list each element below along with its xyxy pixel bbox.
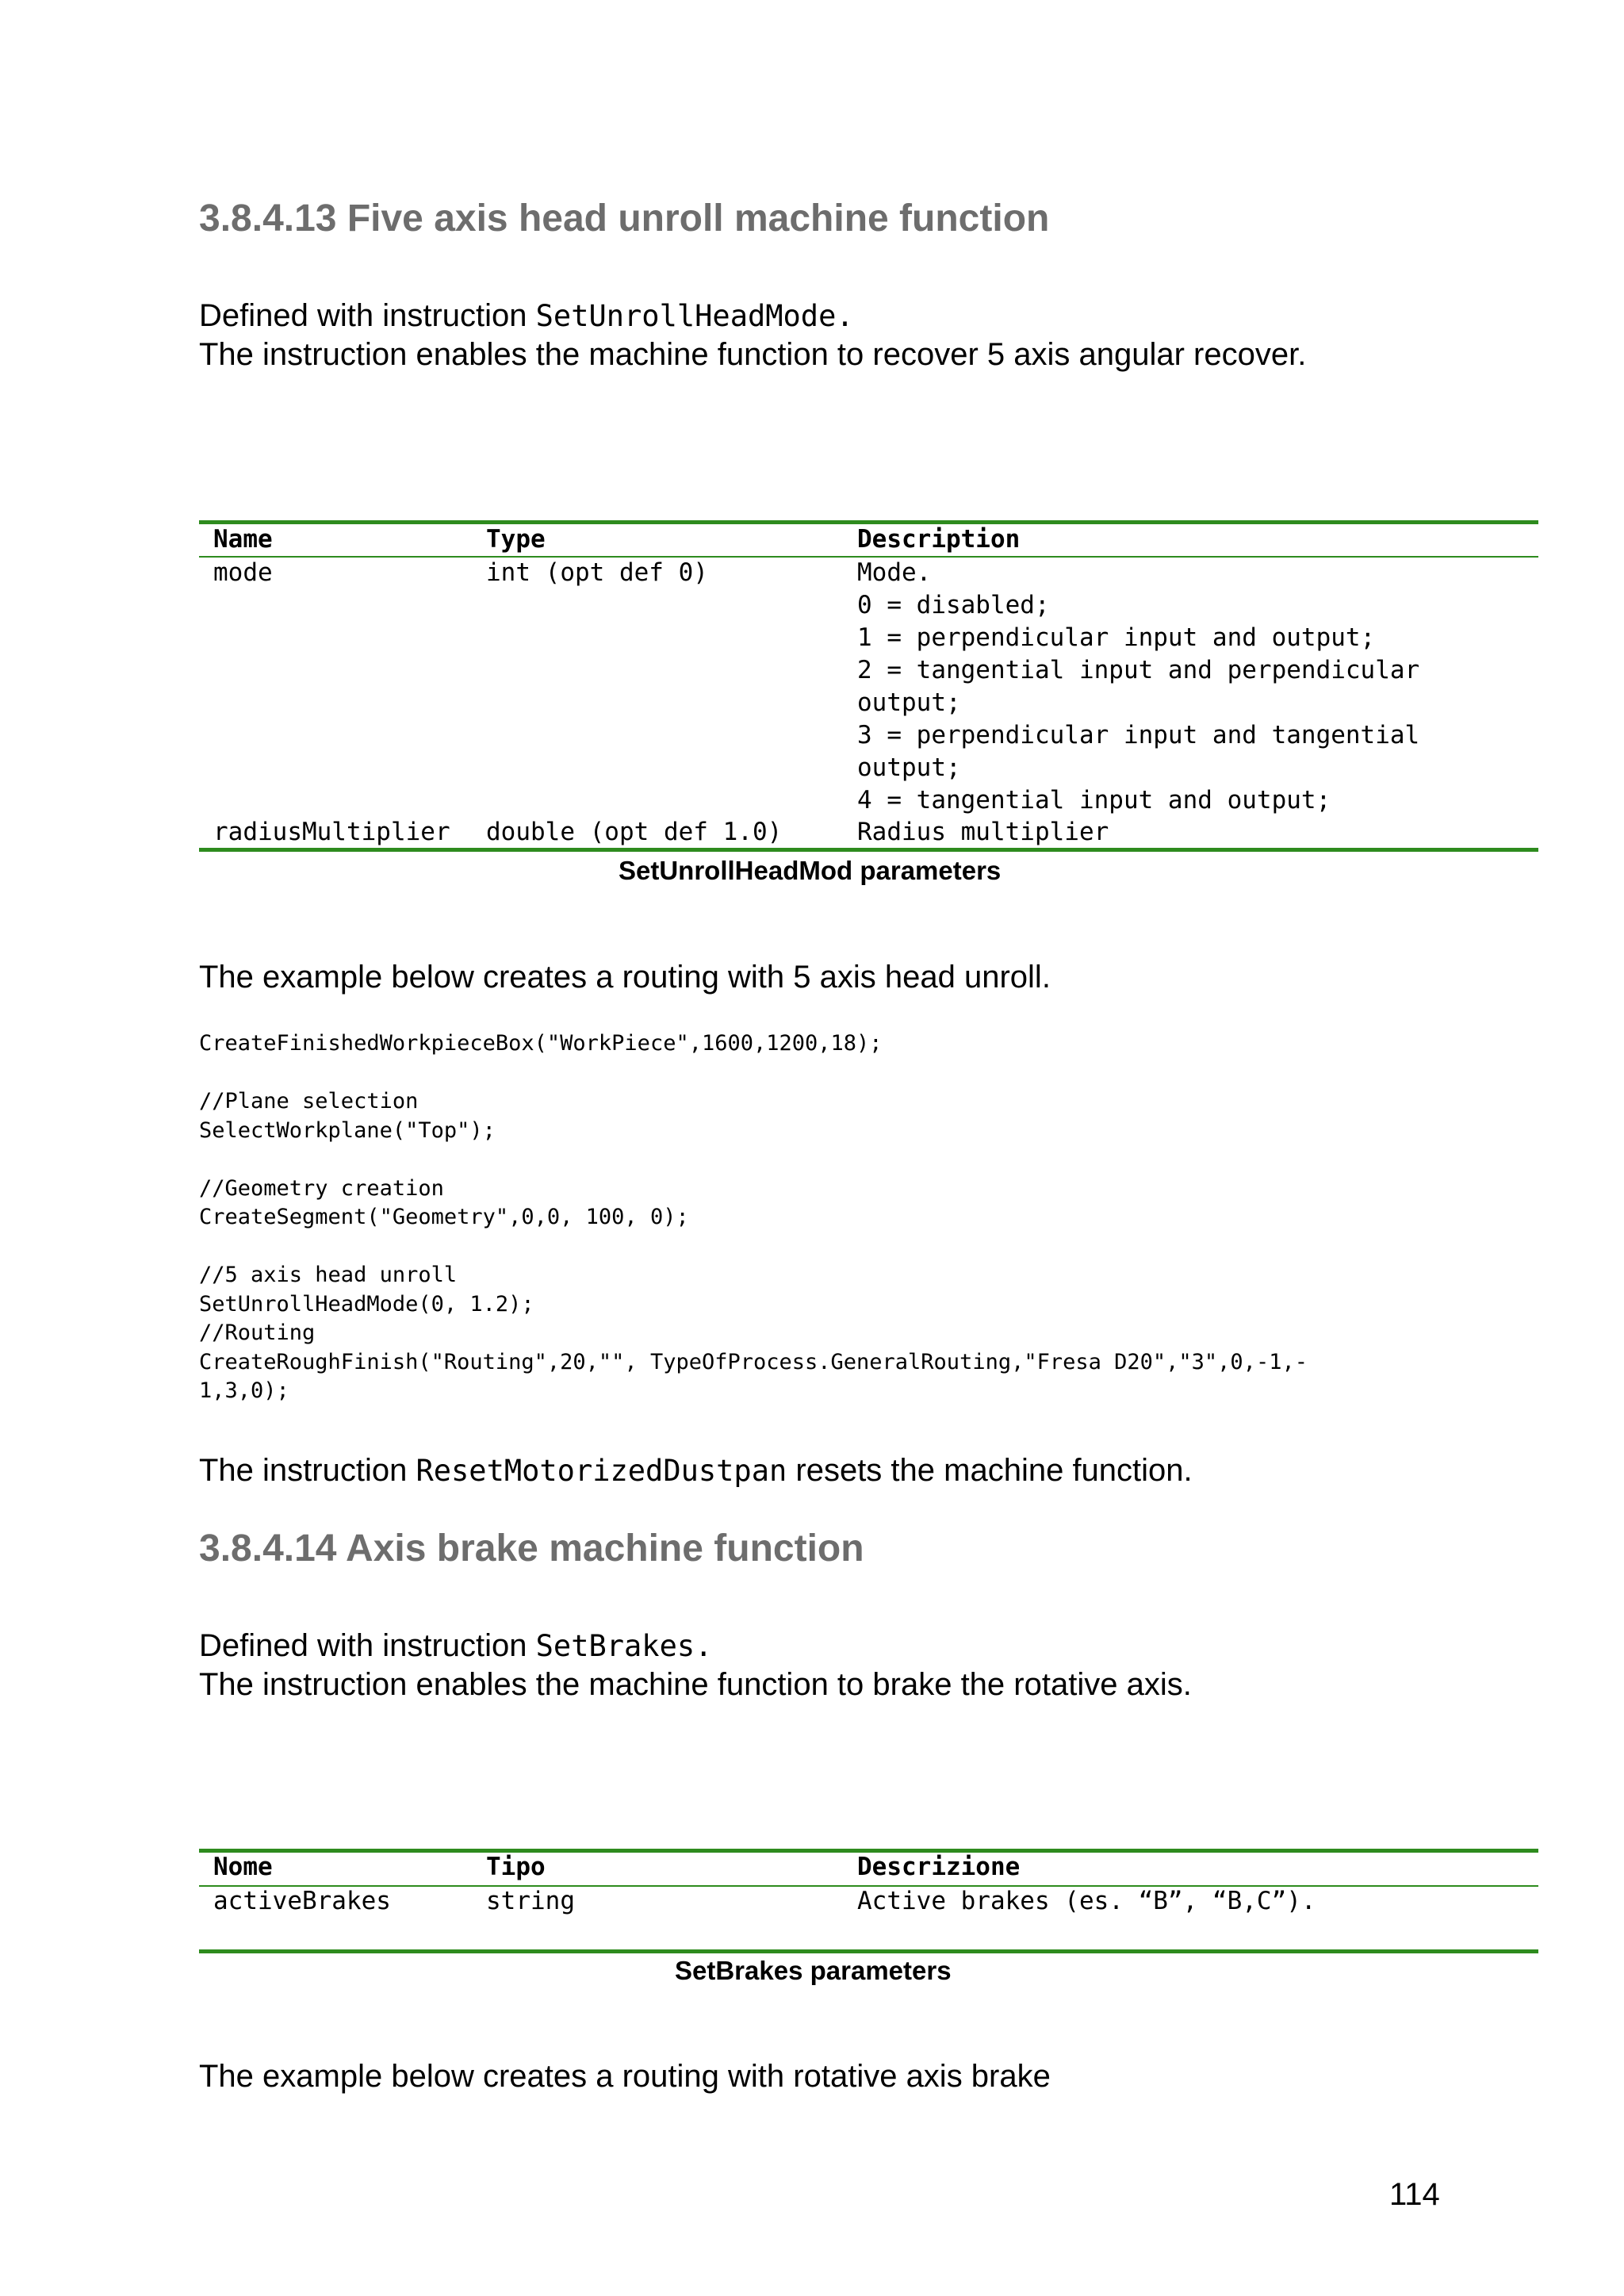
column-header-description: Descrizione [857,1853,1021,1881]
column-header-type: Tipo [486,1853,546,1881]
section-heading: 3.8.4.13 Five axis head unroll machine function [199,197,1050,240]
table-bottom-rule [199,1949,1538,1953]
param-name: radiusMultiplier [213,818,450,846]
param-description-line: Radius multiplier [857,818,1109,846]
defined-with-paragraph [199,297,854,335]
code-line: //5 axis head unroll [199,1263,458,1287]
section-heading: 3.8.4.14 Axis brake machine function [199,1527,864,1570]
param-description-line: 3 = perpendicular input and tangential [857,721,1420,749]
param-description-line: 4 = tangential input and output; [857,786,1331,815]
reset-instruction-code: ResetMotorizedDustpan [416,1454,787,1488]
reset-text: The instruction [199,1453,416,1488]
code-line: SetUnrollHeadMode(0, 1.2); [199,1291,534,1317]
instruction-code: SetUnrollHeadMode. [535,299,854,333]
page-number: 114 [1389,2177,1440,2212]
code-line: //Geometry creation [199,1175,444,1201]
param-type: double (opt def 1.0) [486,818,783,846]
code-line [199,1059,1308,1088]
example-intro: The example below creates a routing with rotative axis brake [199,2059,1051,2094]
reset-text: resets the machine function. [787,1453,1193,1488]
instruction-code: SetBrakes. [535,1629,713,1663]
defined-with-text: Defined with instruction [199,1628,536,1663]
instruction-description: The instruction enables the machine function to recover 5 axis angular recover. [199,337,1307,372]
code-line: CreateFinishedWorkpieceBox("WorkPiece",1600,1200,18); [199,1031,883,1056]
code-line: 1,3,0); [199,1378,289,1403]
defined-with-paragraph [199,1627,712,1665]
table-bottom-rule [199,848,1538,852]
code-line [199,1145,1308,1175]
param-description-line: 1 = perpendicular input and output; [857,623,1376,652]
code-line [199,1232,1308,1262]
example-intro: The example below creates a routing with 5 axis head unroll. [199,960,1051,995]
code-line: //Routing [199,1320,316,1345]
table-caption: SetUnrollHeadMod parameters [619,856,1002,885]
code-line: SelectWorkplane("Top"); [199,1117,496,1143]
param-description-line: Active brakes (es. “B”, “B,C”). [857,1887,1316,1915]
column-header-name: Name [213,525,273,554]
example-code-block [199,1029,1308,1406]
column-header-type: Type [486,525,546,554]
param-description-line: output; [857,688,961,717]
param-name: mode [213,558,273,587]
reset-paragraph [199,1451,1193,1490]
code-line: CreateSegment("Geometry",0,0, 100, 0); [199,1205,689,1229]
defined-with-text: Defined with instruction [199,298,536,333]
code-line: //Plane selection [199,1089,419,1114]
param-description-line: output; [857,753,961,782]
column-header-description: Description [857,525,1021,554]
param-name: activeBrakes [213,1887,391,1915]
table-caption: SetBrakes parameters [675,1956,952,1985]
code-line: CreateRoughFinish("Routing",20,"", TypeOfProcess.GeneralRouting,"Fresa D20","3",0,-1,- [199,1349,1308,1374]
param-type: int (opt def 0) [486,558,708,587]
param-description-line: 2 = tangential input and perpendicular [857,656,1420,684]
param-type: string [486,1887,575,1915]
param-description-line: Mode. [857,558,932,587]
column-header-name: Nome [213,1853,273,1881]
instruction-description: The instruction enables the machine function to brake the rotative axis. [199,1667,1192,1702]
param-description-line: 0 = disabled; [857,591,1050,619]
